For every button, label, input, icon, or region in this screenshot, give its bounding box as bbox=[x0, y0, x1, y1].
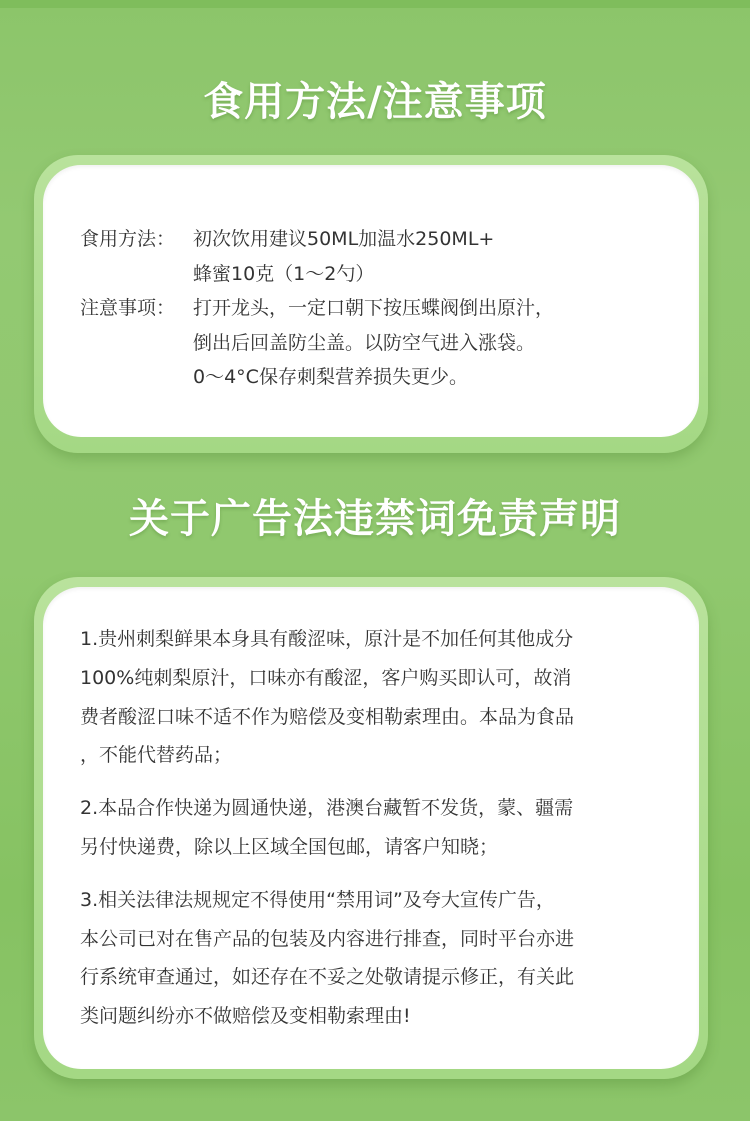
method-line: 蜂蜜10克（1～2勺） bbox=[193, 262, 375, 285]
notice-label: 注意事项： bbox=[80, 297, 176, 319]
method-row bbox=[80, 222, 660, 291]
paragraph-line: 1.贵州刺梨鲜果本身具有酸涩味，原汁是不加任何其他成分 bbox=[80, 628, 574, 650]
disclaimer-section-title: 关于广告法违禁词免责声明 bbox=[129, 496, 621, 542]
usage-section-title: 食用方法/注意事项 bbox=[203, 79, 547, 125]
notice-line: 0～4°C保存刺梨营养损失更少。 bbox=[193, 366, 468, 388]
paragraph-line: 2.本品合作快递为圆通快递，港澳台藏暂不发货，蒙、疆需 bbox=[80, 797, 574, 820]
notice-row bbox=[80, 291, 660, 395]
paragraph-line: 行系统审查通过，如还存在不妥之处敬请提示修正，有关此 bbox=[80, 966, 575, 989]
notice-line: 打开龙头，一定口朝下按压蝶阀倒出原汁， bbox=[193, 297, 555, 319]
paragraph-line: 3.相关法律法规规定不得使用“禁用词”及夸大宣传广告， bbox=[80, 888, 555, 911]
paragraph-line: ，不能代替药品； bbox=[80, 744, 233, 767]
paragraph-line: 类问题纠纷亦不做赔偿及变相勒索理由! bbox=[80, 1005, 411, 1028]
disclaimer-paragraph-3 bbox=[80, 881, 680, 1036]
notice-text bbox=[193, 291, 554, 395]
disclaimer-paragraph-1 bbox=[80, 620, 680, 775]
paragraph-line: 另付快递费，除以上区域全国包邮，请客户知晓； bbox=[80, 835, 499, 858]
usage-content bbox=[80, 222, 660, 395]
disclaimer-paragraph-2 bbox=[80, 789, 680, 867]
notice-line: 倒出后回盖防尘盖。以防空气进入涨袋。 bbox=[193, 331, 536, 354]
top-decoration-strip bbox=[0, 0, 750, 8]
paragraph-line: 100%纯刺梨原汁，口味亦有酸涩，客户购买即认可，故消 bbox=[80, 666, 572, 689]
method-line: 初次饮用建议50ML加温水250ML+ bbox=[193, 228, 495, 250]
method-text bbox=[193, 222, 494, 291]
method-label: 食用方法： bbox=[80, 228, 176, 250]
disclaimer-content bbox=[80, 620, 680, 1050]
paragraph-line: 本公司已对在售产品的包装及内容进行排查，同时平台亦进 bbox=[80, 927, 575, 950]
paragraph-line: 费者酸涩口味不适不作为赔偿及变相勒索理由。本品为食品 bbox=[80, 705, 575, 728]
